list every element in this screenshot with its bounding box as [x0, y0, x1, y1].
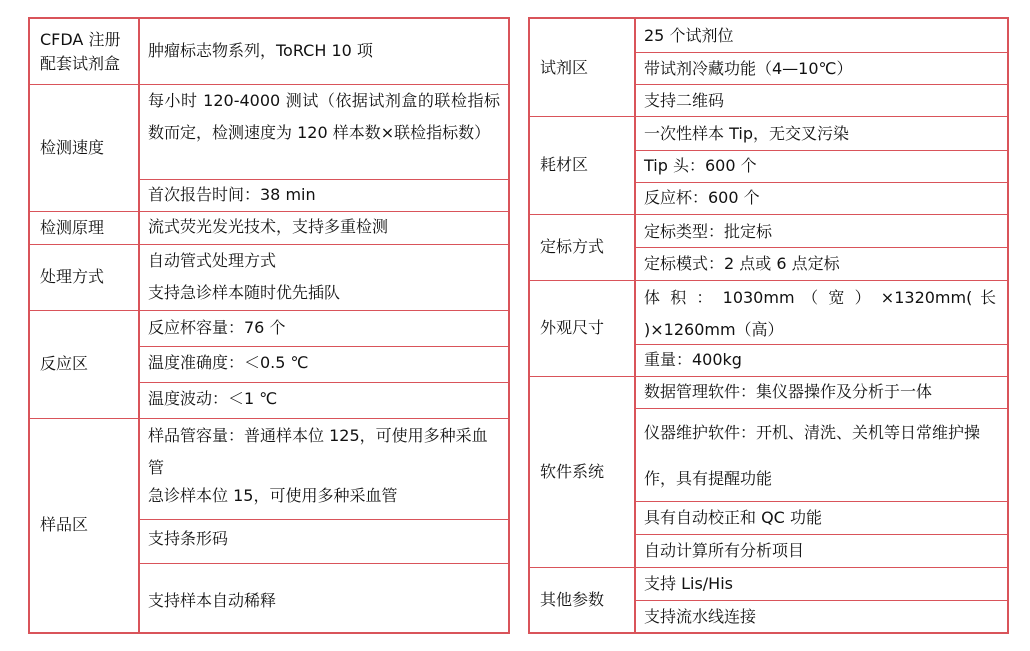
cell-text: 样品管容量：普通样本位 125，可使用多种采血管 — [148, 426, 488, 477]
cell-text: 反应杯：600 个 — [644, 188, 760, 207]
cell-text: 自动管式处理方式 — [148, 251, 277, 270]
cell-text: 支持样本自动稀释 — [148, 591, 277, 610]
row-label: 处理方式 — [40, 267, 105, 286]
row-label: 反应区 — [40, 354, 89, 373]
row-label: 耗材区 — [540, 155, 589, 174]
table-row — [30, 310, 508, 418]
cell-text: 急诊样本位 15，可使用多种采血管 — [148, 486, 398, 505]
table-row — [30, 418, 508, 632]
row-label: 样品区 — [40, 515, 89, 534]
table-row — [530, 19, 1007, 116]
cell-text: 温度准确度：＜0.5 ℃ — [148, 353, 309, 372]
cell-text: 数据管理软件：集仪器操作及分析于一体 — [644, 382, 933, 401]
row-label: CFDA 注册 配套试剂盒 — [40, 29, 121, 73]
table-row — [530, 376, 1007, 567]
right-spec-table — [528, 17, 1009, 634]
cell-text: 流式荧光发光技术，支持多重检测 — [148, 217, 389, 236]
cell-text: 支持 Lis/His — [644, 574, 733, 593]
cell-text: Tip 头：600 个 — [644, 156, 757, 175]
cell-text: 支持二维码 — [644, 91, 725, 110]
cell-text: 自动计算所有分析项目 — [644, 541, 805, 560]
cell-divider — [138, 563, 508, 564]
cell-text: 带试剂冷藏功能（4—10℃） — [644, 59, 853, 78]
table-row — [30, 19, 508, 84]
table-row — [30, 211, 508, 244]
left-spec-table — [28, 17, 510, 634]
cell-text: 支持急诊样本随时优先插队 — [148, 283, 341, 302]
cell-text: 温度波动：＜1 ℃ — [148, 389, 278, 408]
cell-text: 每小时 120-4000 测试（依据试剂盒的联检指标数而定，检测速度为 120 样本数×联检指标数） — [148, 91, 500, 142]
table-row — [530, 280, 1007, 376]
row-label: 定标方式 — [540, 237, 605, 256]
row-label: 外观尺寸 — [540, 318, 605, 337]
cell-text: 定标模式：2 点或 6 点定标 — [644, 254, 840, 273]
cell-text: 一次性样本 Tip，无交叉污染 — [644, 124, 849, 143]
table-row — [530, 567, 1007, 632]
cell-text: 具有自动校正和 QC 功能 — [644, 508, 822, 527]
row-label: 其他参数 — [540, 589, 605, 609]
cell-text: 重量：400kg — [644, 350, 742, 369]
table-row — [30, 244, 508, 310]
row-label: 软件系统 — [540, 461, 605, 481]
cell-text: 仪器维护软件：开机、清洗、关机等日常维护操作，具有提醒功能 — [644, 423, 981, 488]
table-row — [530, 214, 1007, 280]
cell-text: 支持流水线连接 — [644, 607, 757, 626]
cell-text: 定标类型：批定标 — [644, 222, 773, 241]
table-row — [530, 116, 1007, 214]
row-label: 检测原理 — [40, 217, 105, 237]
cell-divider — [138, 519, 508, 520]
cell-text: 体 积 ： 1030mm （ 宽 ） ×1320mm( 长 )×1260mm（高） — [644, 288, 996, 339]
cell-text: 首次报告时间：38 min — [148, 185, 316, 204]
cell-divider — [634, 408, 1007, 409]
table-row — [30, 84, 508, 211]
cell-text: 肿瘤标志物系列，ToRCH 10 项 — [148, 41, 373, 60]
cell-text: 25 个试剂位 — [644, 26, 734, 45]
cell-text: 支持条形码 — [148, 529, 229, 548]
row-label: 试剂区 — [540, 57, 589, 77]
row-label: 检测速度 — [40, 137, 105, 157]
cell-text: 反应杯容量：76 个 — [148, 318, 286, 337]
